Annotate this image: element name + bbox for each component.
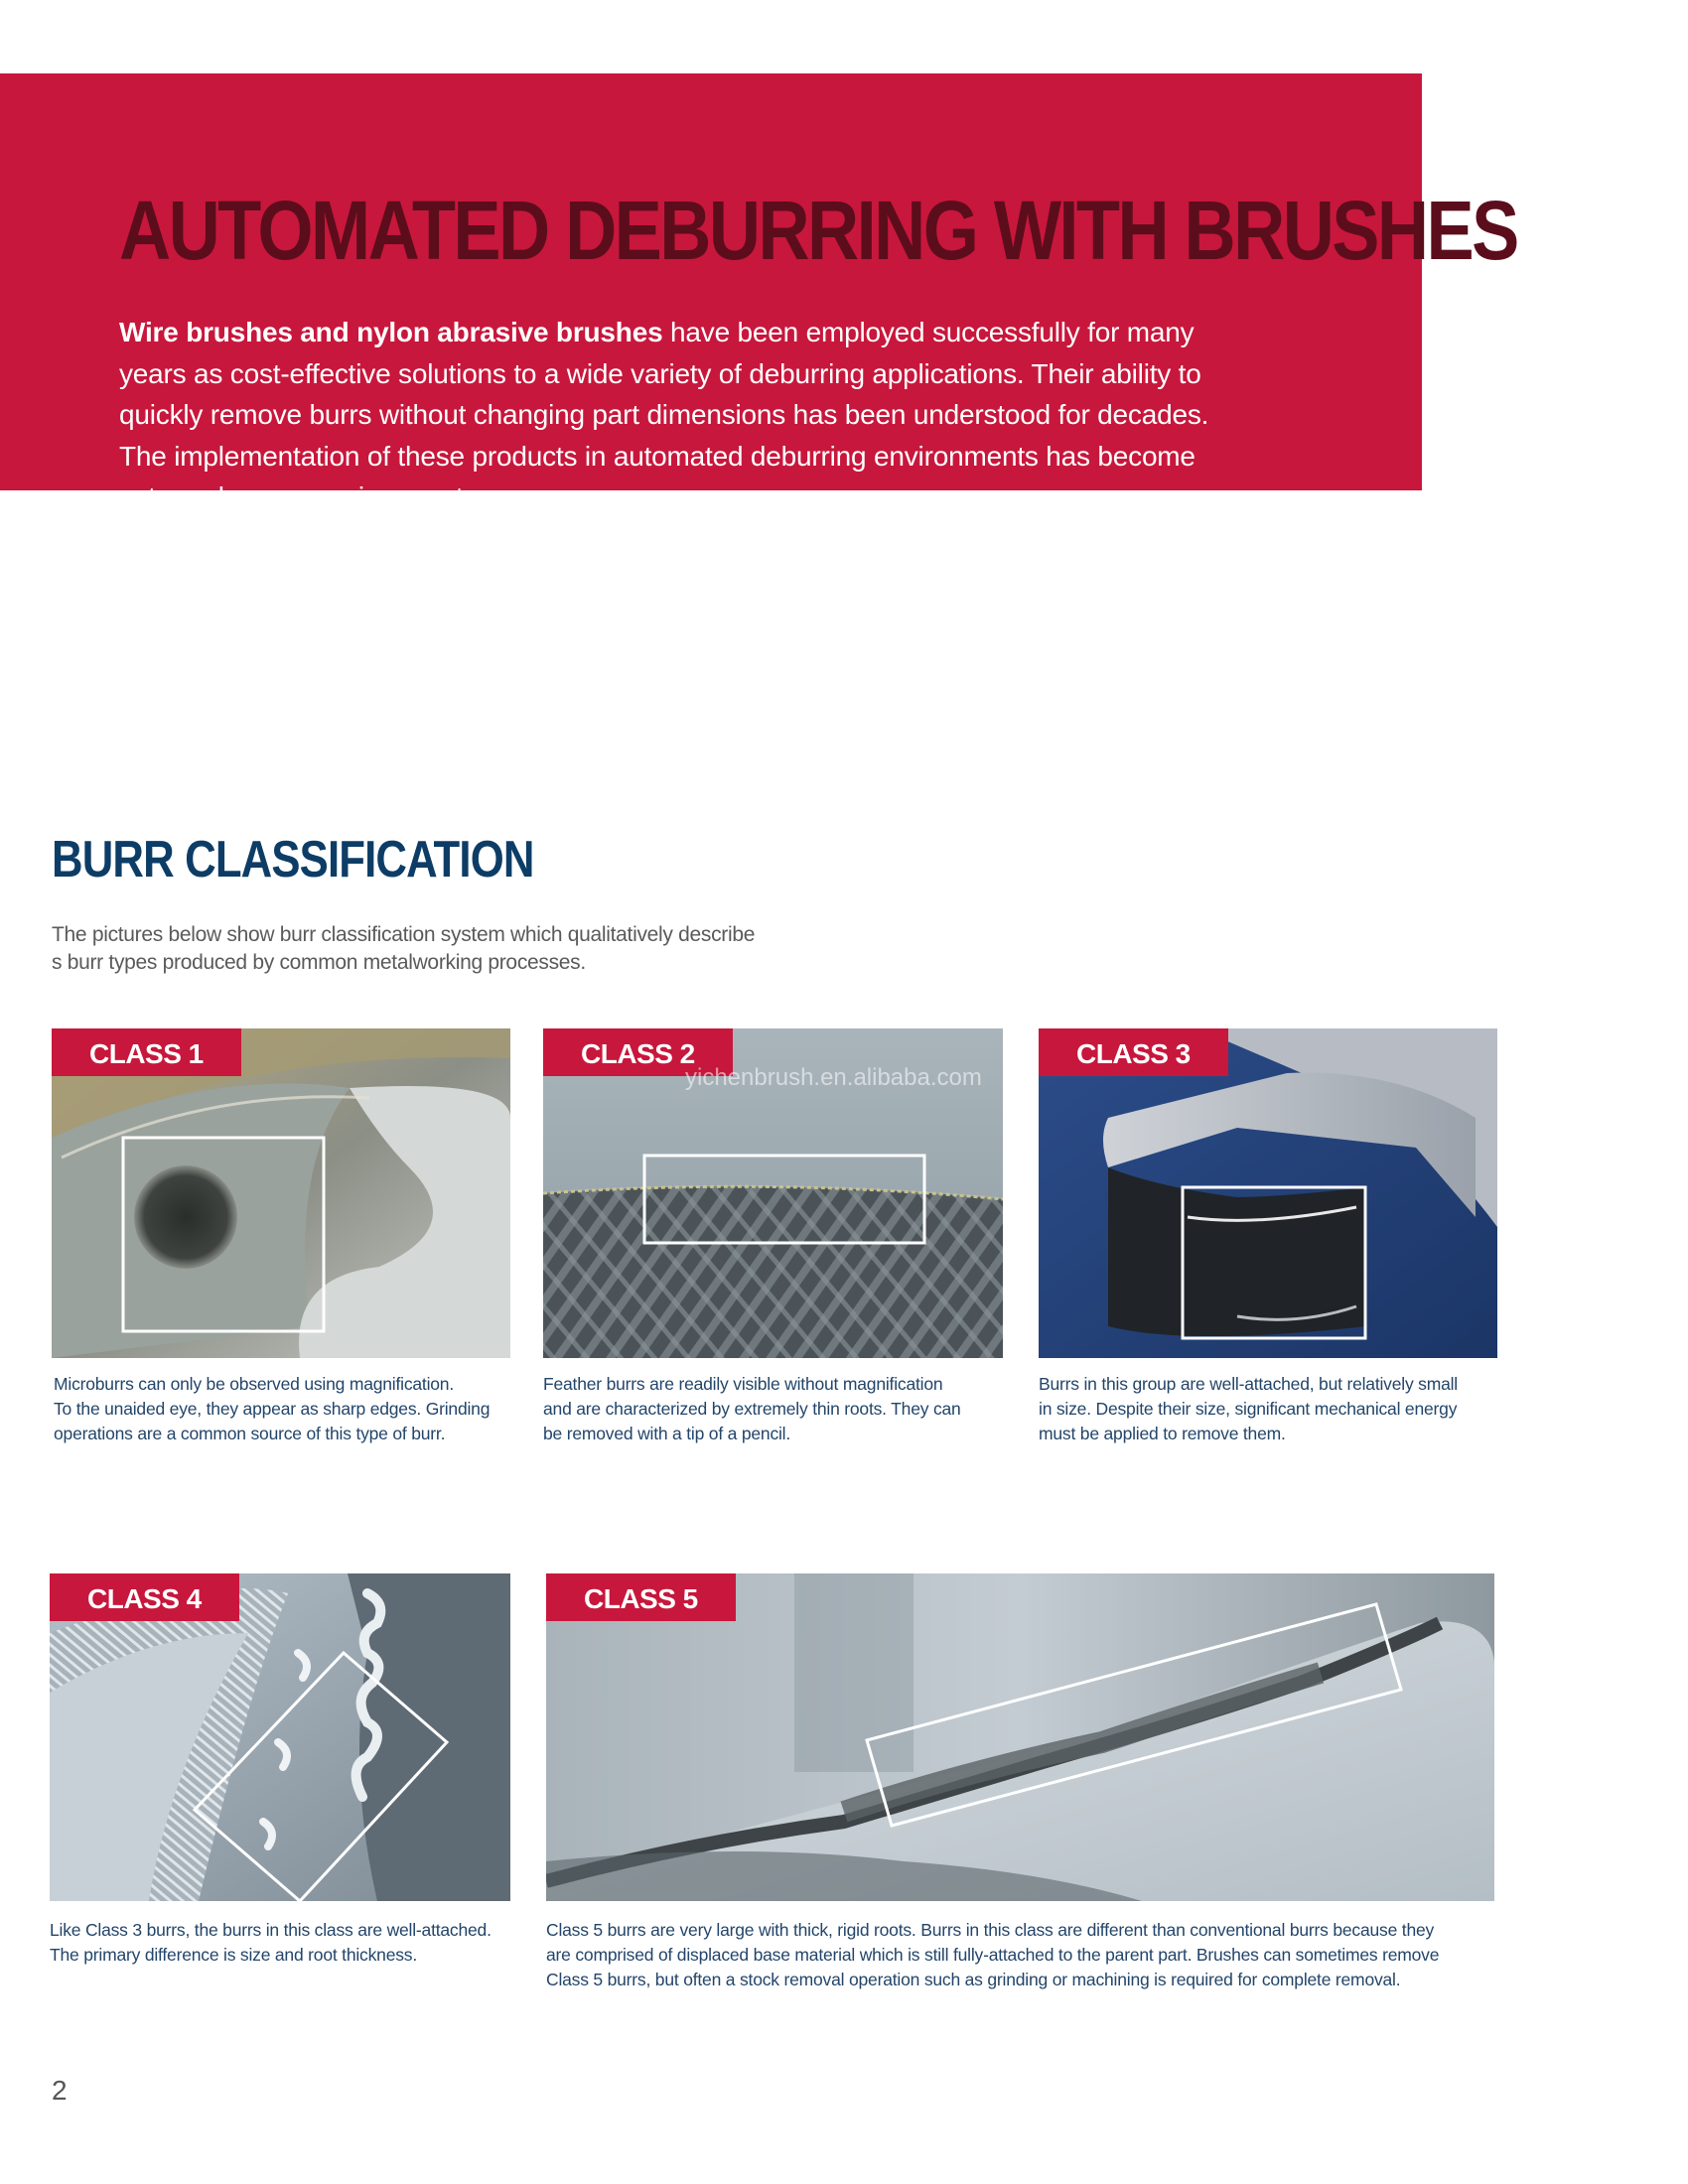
class-4-photo (50, 1573, 510, 1901)
class-5-label: CLASS 5 (546, 1573, 736, 1621)
caption-line: are comprised of displaced base material which is still fully-attached to the parent part. Brushes can sometimes remove (546, 1945, 1440, 1965)
section-intro-line: The pictures below show burr classification system which qualitatively describe (52, 923, 756, 946)
class-3-caption (1039, 1372, 1505, 1446)
page-number: 2 (52, 2075, 68, 2106)
intro-bold-lead: Wire brushes and nylon abrasive brushes (119, 317, 663, 347)
caption-line: must be applied to remove them. (1039, 1424, 1286, 1443)
intro-paragraph (119, 312, 1241, 518)
caption-line: in size. Despite their size, significant mechanical energy (1039, 1399, 1458, 1419)
class-1-photo (52, 1028, 510, 1358)
class-5-caption (546, 1918, 1499, 1992)
class-3-photo (1039, 1028, 1497, 1358)
class-5-image (546, 1573, 1494, 1901)
section-title: BURR CLASSIFICATION (52, 831, 534, 888)
class-3-image (1039, 1028, 1497, 1358)
intro-text: have been employed successfully for many years as cost-effective solutions to a wide variety of deburring applications. Their ability to quickly remove burrs without changing part dimensions has been understood for decades. The implementation of these products in automated deburring environments has become extremely common in recent years. (119, 317, 1209, 512)
caption-line: operations are a common source of this type of burr. (54, 1424, 446, 1443)
caption-line: Class 5 burrs, but often a stock removal operation such as grinding or machining is required for complete removal. (546, 1970, 1401, 1989)
class-1-caption (54, 1372, 520, 1446)
watermark: yichenbrush.en.alibaba.com (685, 1064, 982, 1091)
class-5-photo (546, 1573, 1494, 1901)
caption-line: Burrs in this group are well-attached, but relatively small (1039, 1374, 1459, 1394)
caption-line: be removed with a tip of a pencil. (543, 1424, 791, 1443)
class-1-label: CLASS 1 (52, 1028, 241, 1076)
caption-line: To the unaided eye, they appear as sharp edges. Grinding (54, 1399, 491, 1419)
header-banner (0, 73, 1517, 512)
caption-line: Microburrs can only be observed using magnification. (54, 1374, 455, 1394)
class-4-image (50, 1573, 510, 1901)
class-3-label: CLASS 3 (1039, 1028, 1228, 1076)
section-intro (52, 921, 786, 977)
page-title: AUTOMATED DEBURRING WITH BRUSHES (119, 184, 1517, 277)
class-2-caption (543, 1372, 1010, 1446)
caption-line: and are characterized by extremely thin roots. They can (543, 1399, 961, 1419)
class-4-caption (50, 1918, 526, 1968)
caption-line: The primary difference is size and root thickness. (50, 1945, 417, 1965)
class-4-label: CLASS 4 (50, 1573, 239, 1621)
caption-line: Like Class 3 burrs, the burrs in this class are well-attached. (50, 1920, 492, 1940)
section-intro-line: s burr types produced by common metalworking processes. (52, 951, 586, 974)
caption-line: Class 5 burrs are very large with thick, rigid roots. Burrs in this class are different than conventional burrs because they (546, 1920, 1435, 1940)
caption-line: Feather burrs are readily visible without magnification (543, 1374, 943, 1394)
class-2-label: CLASS 2 (543, 1028, 733, 1076)
class-1-image (52, 1028, 510, 1358)
